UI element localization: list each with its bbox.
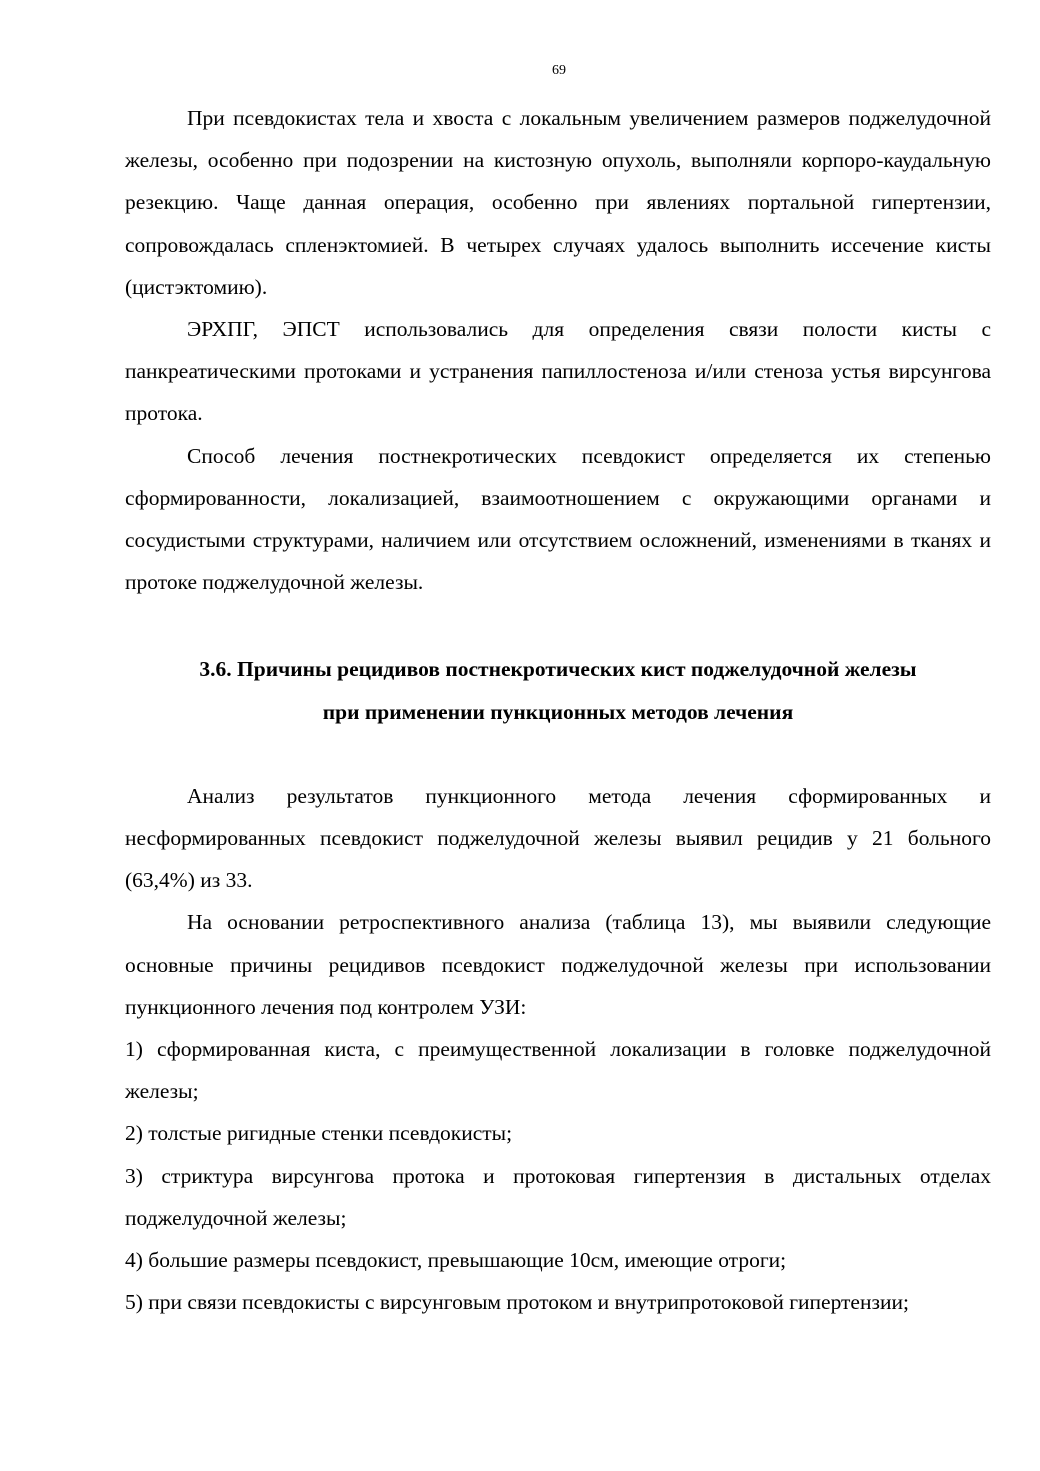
document-body (125, 97, 991, 1323)
paragraph-retrospective: На основании ретроспективного анализа (таблица 13), мы выявили следующие основные причины рецидивов псевдокист поджелудочной железы при использовании пункционного лечения под контролем УЗИ: (125, 910, 991, 1019)
list-item: 1) сформированная киста, с преимущественной локализации в головке поджелудочной железы; (125, 1037, 991, 1104)
list-item: 5) при связи псевдокисты с вирсунговым протоком и внутрипротоковой гипертензии; (125, 1290, 909, 1315)
section-heading-line-1: 3.6. Причины рецидивов постнекротических кист поджелудочной железы (199, 657, 917, 682)
list-item: 3) стриктура вирсунгова протока и протоковая гипертензия в дистальных отделах поджелудочной железы; (125, 1163, 991, 1230)
paragraph-ercp: ЭРХПГ, ЭПСТ использовались для определения связи полости кисты с панкреатическими протоками и устранения папиллостеноза и/или стеноза устья вирсунгова протока. (125, 317, 991, 426)
section-heading (125, 648, 991, 732)
paragraph-treatment-method: Способ лечения постнекротических псевдокист определяется их степенью сформированности, локализацией, взаимоотношением с окружающими органами и сосудистыми структурами, наличием или отсутствием осложнений, изменениями в тканях и протоке поджелудочной железы. (125, 443, 991, 595)
paragraph-analysis: Анализ результатов пункционного метода лечения сформированных и несформированных псевдокист поджелудочной железы выявил рецидив у 21 больного (63,4%) из 33. (125, 783, 991, 893)
section-heading-line-2: при применении пункционных методов лечения (322, 699, 794, 724)
page-number: 69 (552, 63, 566, 78)
list-item: 4) большие размеры псевдокист, превышающие 10см, имеющие отроги; (125, 1248, 787, 1273)
paragraph-resection: При псевдокистах тела и хвоста с локальным увеличением размеров поджелудочной железы, особенно при подозрении на кистозную опухоль, выполняли корпоро-каудальную резекцию. Чаще данная операция, особенно при явлениях портальной гипертензии, сопровождалась спленэктомией. В четырех случаях удалось выполнить иссечение кисты (цистэктомию). (125, 106, 991, 299)
list-item: 2) толстые ригидные стенки псевдокисты; (125, 1121, 513, 1146)
